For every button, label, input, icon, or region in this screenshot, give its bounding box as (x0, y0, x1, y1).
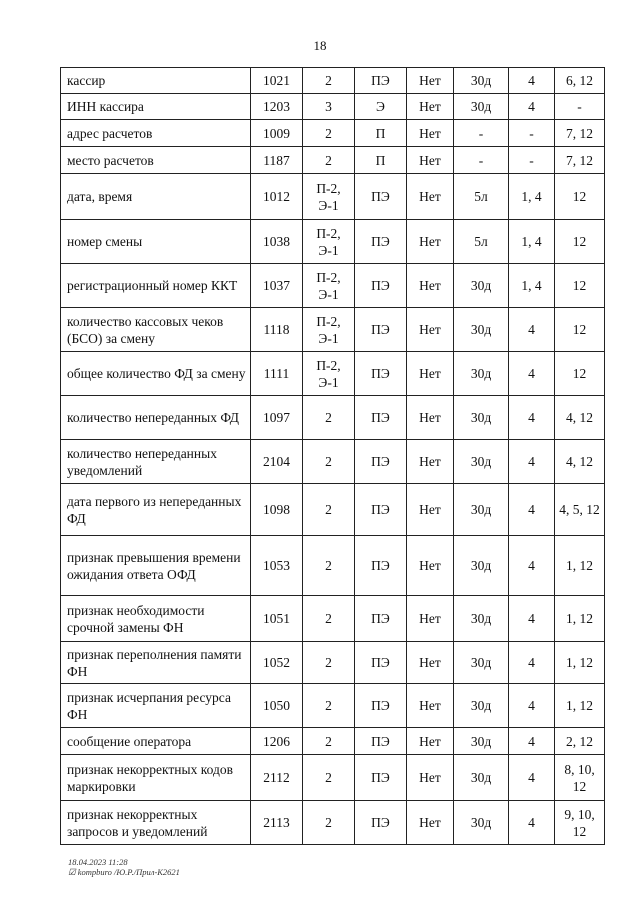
cell-period: 30д (454, 684, 509, 728)
cell-name: ИНН кассира (61, 94, 251, 120)
cell-name: признак некорректных кодов маркировки (61, 755, 251, 801)
cell-period: 30д (454, 536, 509, 596)
cell-form: 2 (303, 728, 355, 755)
cell-notes: 7, 12 (555, 120, 605, 147)
cell-form: 2 (303, 684, 355, 728)
cell-name: общее количество ФД за смену (61, 352, 251, 396)
cell-tag: 1206 (251, 728, 303, 755)
cell-notes: 1, 12 (555, 536, 605, 596)
table-row (61, 220, 605, 264)
table-row (61, 352, 605, 396)
cell-name: признак исчерпания ресурса ФН (61, 684, 251, 728)
cell-name: количество кассовых чеков (БСО) за смену (61, 308, 251, 352)
cell-name: кассир (61, 68, 251, 94)
cell-version: 1, 4 (509, 264, 555, 308)
cell-period: 30д (454, 728, 509, 755)
cell-form: 2 (303, 120, 355, 147)
cell-notes: 4, 12 (555, 396, 605, 440)
cell-version: 4 (509, 536, 555, 596)
cell-ofd: Нет (407, 94, 454, 120)
cell-period: 30д (454, 484, 509, 536)
cell-name: признак превышения времени ожидания ответа ОФД (61, 536, 251, 596)
cell-format: ПЭ (355, 536, 407, 596)
cell-tag: 1052 (251, 642, 303, 684)
cell-format: П (355, 147, 407, 174)
cell-format: ПЭ (355, 308, 407, 352)
cell-version: 4 (509, 684, 555, 728)
table-row (61, 801, 605, 845)
cell-name: номер смены (61, 220, 251, 264)
table-row (61, 596, 605, 642)
cell-format: ПЭ (355, 440, 407, 484)
cell-version: 4 (509, 352, 555, 396)
cell-form: 2 (303, 596, 355, 642)
cell-format: ПЭ (355, 396, 407, 440)
cell-ofd: Нет (407, 174, 454, 220)
cell-format: ПЭ (355, 174, 407, 220)
table-row (61, 642, 605, 684)
cell-tag: 2113 (251, 801, 303, 845)
cell-name: сообщение оператора (61, 728, 251, 755)
cell-format: ПЭ (355, 264, 407, 308)
cell-version: - (509, 120, 555, 147)
cell-name: количество непереданных ФД (61, 396, 251, 440)
cell-notes: 12 (555, 174, 605, 220)
cell-format: ПЭ (355, 684, 407, 728)
cell-format: Э (355, 94, 407, 120)
table-row (61, 484, 605, 536)
cell-ofd: Нет (407, 728, 454, 755)
cell-ofd: Нет (407, 352, 454, 396)
table-row (61, 174, 605, 220)
cell-form: 2 (303, 642, 355, 684)
cell-period: 30д (454, 68, 509, 94)
cell-ofd: Нет (407, 147, 454, 174)
table-body (61, 68, 605, 845)
cell-notes: 2, 12 (555, 728, 605, 755)
cell-version: 1, 4 (509, 174, 555, 220)
cell-notes: 12 (555, 220, 605, 264)
cell-name: признак переполнения памяти ФН (61, 642, 251, 684)
cell-ofd: Нет (407, 684, 454, 728)
table-row (61, 264, 605, 308)
cell-format: П (355, 120, 407, 147)
cell-period: 30д (454, 440, 509, 484)
cell-notes: 1, 12 (555, 596, 605, 642)
cell-version: - (509, 147, 555, 174)
cell-ofd: Нет (407, 596, 454, 642)
cell-period: 30д (454, 352, 509, 396)
cell-notes: 4, 5, 12 (555, 484, 605, 536)
table-row (61, 755, 605, 801)
cell-form: П-2, Э-1 (303, 264, 355, 308)
cell-notes: 1, 12 (555, 642, 605, 684)
cell-version: 4 (509, 484, 555, 536)
cell-period: 5л (454, 174, 509, 220)
table-row (61, 94, 605, 120)
cell-period: 30д (454, 264, 509, 308)
cell-period: 30д (454, 801, 509, 845)
cell-tag: 2112 (251, 755, 303, 801)
cell-ofd: Нет (407, 396, 454, 440)
cell-format: ПЭ (355, 755, 407, 801)
cell-name: место расчетов (61, 147, 251, 174)
table-row (61, 440, 605, 484)
cell-tag: 1012 (251, 174, 303, 220)
cell-tag: 2104 (251, 440, 303, 484)
cell-notes: 9, 10, 12 (555, 801, 605, 845)
cell-version: 4 (509, 755, 555, 801)
cell-ofd: Нет (407, 120, 454, 147)
cell-period: 30д (454, 94, 509, 120)
cell-format: ПЭ (355, 596, 407, 642)
requisites-table (60, 67, 605, 845)
cell-ofd: Нет (407, 642, 454, 684)
table-row (61, 68, 605, 94)
cell-tag: 1009 (251, 120, 303, 147)
cell-period: - (454, 147, 509, 174)
cell-tag: 1021 (251, 68, 303, 94)
cell-form: П-2, Э-1 (303, 352, 355, 396)
cell-tag: 1038 (251, 220, 303, 264)
cell-name: количество непереданных уведомлений (61, 440, 251, 484)
cell-ofd: Нет (407, 801, 454, 845)
cell-version: 4 (509, 728, 555, 755)
cell-tag: 1203 (251, 94, 303, 120)
cell-form: 2 (303, 68, 355, 94)
cell-ofd: Нет (407, 220, 454, 264)
cell-format: ПЭ (355, 352, 407, 396)
cell-form: 2 (303, 484, 355, 536)
cell-tag: 1051 (251, 596, 303, 642)
cell-version: 4 (509, 801, 555, 845)
cell-form: П-2, Э-1 (303, 308, 355, 352)
table-row (61, 684, 605, 728)
cell-form: 2 (303, 755, 355, 801)
cell-format: ПЭ (355, 801, 407, 845)
cell-form: П-2, Э-1 (303, 174, 355, 220)
cell-tag: 1037 (251, 264, 303, 308)
cell-version: 4 (509, 396, 555, 440)
cell-notes: 8, 10, 12 (555, 755, 605, 801)
cell-period: 30д (454, 596, 509, 642)
cell-form: 2 (303, 147, 355, 174)
footer-registration-mark: ☑ kompburo /Ю.Р./Прил-К2621 (68, 867, 180, 877)
cell-notes: 7, 12 (555, 147, 605, 174)
cell-ofd: Нет (407, 308, 454, 352)
cell-period: 30д (454, 396, 509, 440)
cell-form: П-2, Э-1 (303, 220, 355, 264)
cell-version: 4 (509, 68, 555, 94)
cell-version: 4 (509, 94, 555, 120)
table-row (61, 396, 605, 440)
cell-notes: - (555, 94, 605, 120)
cell-tag: 1118 (251, 308, 303, 352)
cell-name: признак некорректных запросов и уведомлений (61, 801, 251, 845)
cell-ofd: Нет (407, 440, 454, 484)
cell-notes: 12 (555, 308, 605, 352)
cell-version: 4 (509, 596, 555, 642)
cell-ofd: Нет (407, 264, 454, 308)
cell-format: ПЭ (355, 220, 407, 264)
cell-tag: 1187 (251, 147, 303, 174)
cell-tag: 1050 (251, 684, 303, 728)
document-footer (68, 857, 180, 877)
cell-format: ПЭ (355, 642, 407, 684)
cell-form: 2 (303, 801, 355, 845)
cell-name: дата, время (61, 174, 251, 220)
cell-period: - (454, 120, 509, 147)
cell-ofd: Нет (407, 484, 454, 536)
table-row (61, 536, 605, 596)
cell-notes: 6, 12 (555, 68, 605, 94)
cell-notes: 12 (555, 352, 605, 396)
cell-tag: 1097 (251, 396, 303, 440)
cell-notes: 1, 12 (555, 684, 605, 728)
cell-period: 30д (454, 308, 509, 352)
cell-form: 2 (303, 396, 355, 440)
cell-notes: 12 (555, 264, 605, 308)
cell-form: 2 (303, 536, 355, 596)
page-number: 18 (313, 38, 327, 53)
cell-ofd: Нет (407, 755, 454, 801)
cell-period: 30д (454, 642, 509, 684)
cell-format: ПЭ (355, 484, 407, 536)
cell-tag: 1098 (251, 484, 303, 536)
cell-ofd: Нет (407, 536, 454, 596)
footer-timestamp: 18.04.2023 11:28 (68, 857, 128, 867)
cell-period: 30д (454, 755, 509, 801)
cell-format: ПЭ (355, 728, 407, 755)
cell-tag: 1053 (251, 536, 303, 596)
cell-ofd: Нет (407, 68, 454, 94)
cell-name: адрес расчетов (61, 120, 251, 147)
table-row (61, 728, 605, 755)
cell-version: 4 (509, 642, 555, 684)
cell-version: 1, 4 (509, 220, 555, 264)
cell-name: регистрационный номер ККТ (61, 264, 251, 308)
cell-form: 3 (303, 94, 355, 120)
cell-format: ПЭ (355, 68, 407, 94)
cell-name: дата первого из непереданных ФД (61, 484, 251, 536)
cell-notes: 4, 12 (555, 440, 605, 484)
cell-tag: 1111 (251, 352, 303, 396)
cell-form: 2 (303, 440, 355, 484)
cell-name: признак необходимости срочной замены ФН (61, 596, 251, 642)
table-row (61, 147, 605, 174)
cell-period: 5л (454, 220, 509, 264)
table-row (61, 120, 605, 147)
cell-version: 4 (509, 308, 555, 352)
cell-version: 4 (509, 440, 555, 484)
table-row (61, 308, 605, 352)
